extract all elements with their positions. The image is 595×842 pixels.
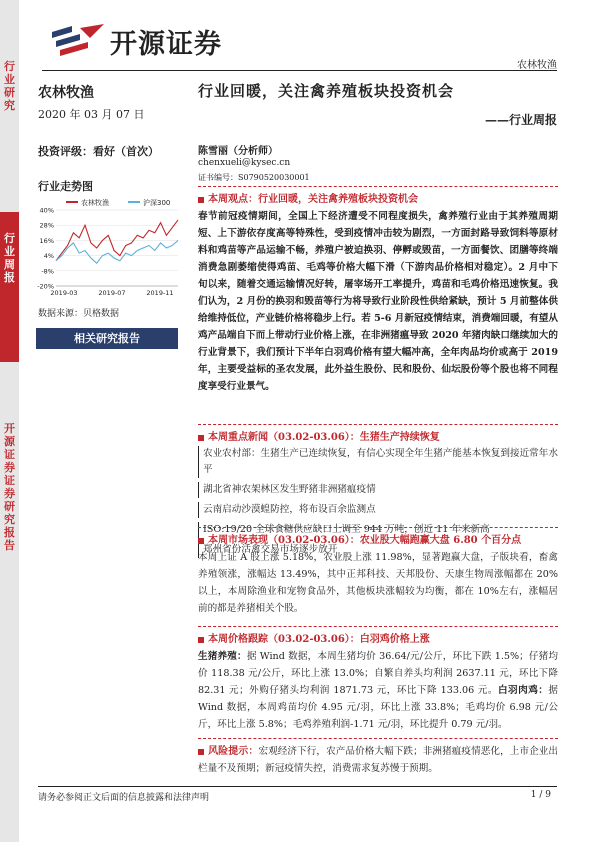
brand-name: 开源证券 — [110, 29, 222, 60]
x-tick-label: 2019-11 — [146, 289, 174, 297]
analyst-cert: 证书编号：S0790520030001 — [198, 173, 310, 182]
industry-name: 农林牧渔 — [38, 85, 94, 101]
y-tick-label: -20% — [37, 282, 54, 291]
series-line — [56, 240, 178, 263]
bullet-icon — [198, 637, 204, 643]
sidebar-label-weekly: 行业周报 — [4, 232, 15, 284]
chart-source: 数据来源：贝格数据 — [38, 309, 120, 319]
page-number: 1 / 9 — [530, 790, 551, 800]
report-date: 2020 年 03 月 07 日 — [38, 108, 145, 121]
news-item: 云南启动沙漠蝗防控，将布设百余监测点 — [198, 502, 558, 518]
section-divider — [198, 424, 558, 425]
section-view — [198, 190, 558, 395]
section-divider — [198, 738, 558, 739]
sidebar-top — [0, 0, 19, 212]
header-industry-tag: 农林牧渔 — [517, 60, 557, 71]
y-tick-label: -8% — [41, 267, 54, 276]
industry-trend-chart — [36, 196, 180, 300]
analyst-email[interactable]: chenxueli@kysec.cn — [198, 158, 291, 168]
news-item: 郑州省份活禽交易市场逐步放开 — [198, 542, 558, 558]
page-subtitle: ——行业周报 — [484, 113, 557, 127]
x-tick-label: 2019-07 — [98, 289, 126, 297]
news-item: 农业农村部：生猪生产已连续恢复，有信心实现全年生猪产能基本恢复到接近常年水平 — [198, 446, 558, 478]
section-price-text: 生猪养殖：据 Wind 数据，本周生猪均价 36.64/元/公斤，环比下跌 1.5%；仔猪均价 118.38 元/公斤，环比上涨 13.0%；自繁自养头均利润 2637.11 元，环比下降 82.31 元；外购仔猪头均利润 1871.73 元，环比下降 133.06 元。白羽肉鸡：据 Wind 数据，本周鸡苗均价 4.95 元/羽，环比上涨 33.8%；毛鸡均价 6.98 元/公斤，环比上涨 5.8%；毛鸡养殖利润-1.71 元/羽，环比提升 0.79 元/羽。 — [198, 651, 558, 730]
y-tick-label: 4% — [43, 252, 54, 261]
news-item: 湖北省神农架林区发生野猪非洲猪瘟疫情 — [198, 482, 558, 498]
bullet-icon — [198, 435, 204, 441]
legend-label: 农林牧渔 — [81, 199, 109, 207]
legend-label: 沪深300 — [143, 199, 171, 207]
analyst-name: 陈雪丽（分析师） — [198, 146, 278, 157]
investment-rating: 投资评级：看好（首次） — [38, 145, 159, 158]
section-view-text: 春节前冠疫情期间，全国上下经济遭受不同程度损失，禽养殖行业由于其养殖周期短、上下游依存度高等特殊性，受到疫情冲击较为剧烈，一方面封路导致饲料等原材料和鸡苗等产品运输不畅，养殖户被迫换羽、停孵或毁苗，一方面餐饮、团膳等终端消费急剧萎缩使得鸡苗、毛鸡等价格大幅下滑（下游肉品价格相对稳定）。2 月中下旬以来，随着交通运输情况好转，屠宰场开工率提升，鸡苗和毛鸡价格迅速恢复。我们认为，2 月份的换羽和毁苗等行为将导致行业阶段性供给紧缺，预计 5 月前整体供给维持低位，产业链价格将稳步上行。若 5-6 月新冠疫情结束，消费端回暖，有望从鸡产品端自下而上带动行业价格上涨，在非洲猪瘟导致 2020 年猪肉缺口继续加大的行业背景下，我们预计下半年白羽鸡价格有望大幅冲高，全年肉品均价或高于 2019 年，主要受益标的圣农发展，此外益生股份、民和股份、仙坛股份等个股也将不同程度享受行业景气。 — [198, 211, 558, 392]
sidebar-label-broker: 开源证券 证券研究报告 — [4, 422, 15, 552]
section-price — [198, 630, 558, 733]
section-market — [198, 531, 558, 617]
sidebar-label-research: 行业研究 — [4, 60, 15, 112]
section-divider — [198, 527, 558, 528]
section-divider — [198, 626, 558, 627]
sidebar-middle — [0, 212, 19, 362]
brand-logo-icon — [50, 24, 106, 60]
brand-logo — [50, 22, 222, 61]
section-market-heading: 本周市场表现（03.02-03.06）：农业股大幅跑赢大盘 6.80 个百分点 — [198, 531, 558, 546]
footer-divider — [38, 786, 557, 787]
page-title: 行业回暖，关注禽养殖板块投资机会 — [198, 82, 455, 100]
x-tick-label: 2019-03 — [50, 289, 78, 297]
header-divider — [42, 70, 557, 71]
y-tick-label: 16% — [39, 236, 54, 245]
y-tick-label: 40% — [39, 206, 54, 215]
news-item: ISO:19/20 全球食糖供应缺口上调至 944 万吨，创近 11 年来新高 — [198, 522, 558, 538]
section-divider — [198, 186, 558, 187]
section-risk — [198, 743, 558, 777]
sidebar-bottom — [0, 362, 19, 842]
related-reports-button[interactable]: 相关研究报告 — [36, 328, 178, 349]
section-news-heading: 本周重点新闻（03.02-03.06）：生猪生产持续恢复 — [198, 428, 558, 443]
bullet-icon — [198, 749, 204, 755]
bullet-icon — [198, 538, 204, 544]
section-view-heading: 本周观点：行业回暖，关注禽养殖板块投资机会 — [198, 190, 558, 205]
section-market-text: 本周上证 A 股上涨 5.18%，农业股上涨 11.98%，显著跑赢大盘，子版块看，畜禽养殖领涨，涨幅达 13.49%，其中正邦科技、天邦股份、天康生物周涨幅都在 20%以上，本周除渔业和宠物食品外，其他板块涨幅较为均衡，都在 10%左右，涨幅居前的都是养猪相关个股。 — [198, 552, 558, 614]
y-tick-label: 28% — [39, 221, 54, 230]
bullet-icon — [198, 197, 204, 203]
section-price-heading: 本周价格跟踪（03.02-03.06）：白羽鸡价格上涨 — [198, 630, 558, 645]
footer-disclaimer: 请务必参阅正文后面的信息披露和法律声明 — [38, 793, 210, 803]
section-risk-text: 风险提示：宏观经济下行，农产品价格大幅下跌；非洲猪瘟疫情恶化，上市企业出栏量不及预期；新冠疫情失控，消费需求复苏慢于预期。 — [198, 746, 559, 774]
trend-title: 行业走势图 — [38, 180, 93, 193]
